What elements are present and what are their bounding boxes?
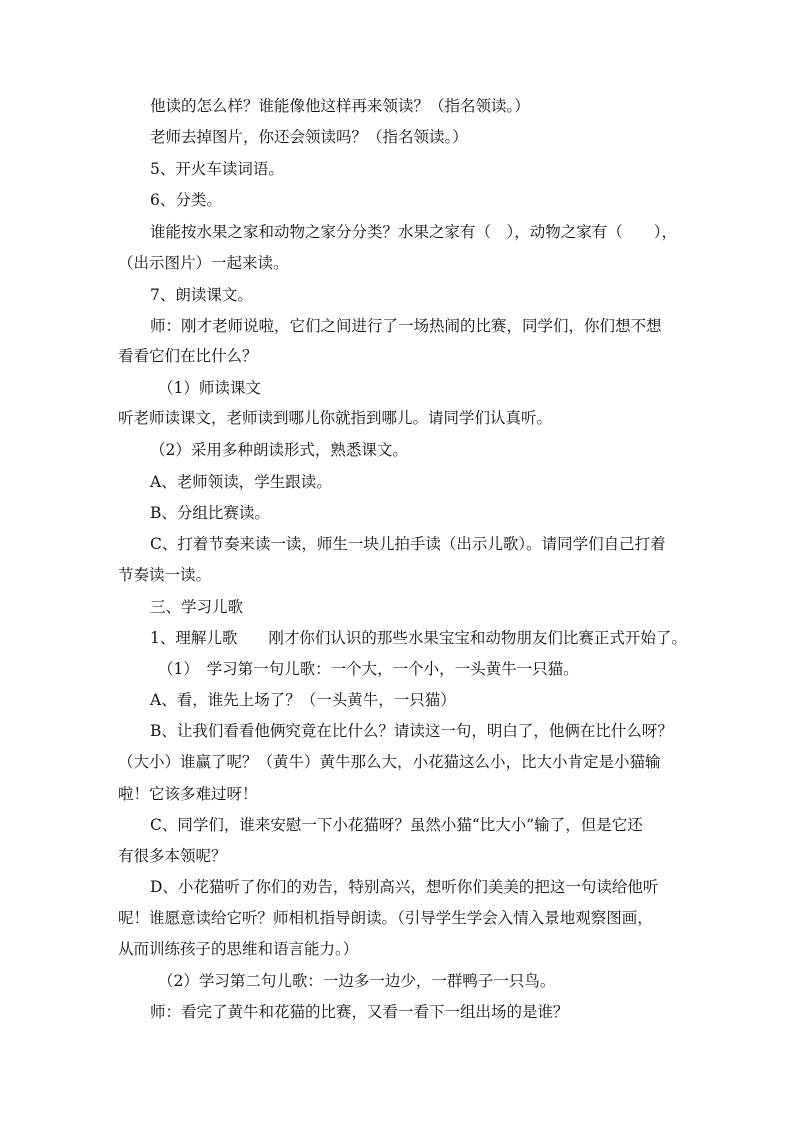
text-line: 师：刚才老师说啦，它们之间进行了一场热闹的比赛，同学们，你们想不想 [150,317,662,335]
text-line: （大小）谁赢了呢？（黄牛）黄牛那么大，小花猫这么小，比大小肯定是小猫输 [118,753,661,771]
text-line: 从而训练孩子的思维和语言能力。） [118,940,359,958]
text-line: 6、分类。 [150,191,222,209]
text-line: B、分组比赛读。 [150,504,270,522]
text-line: A、老师领读，学生跟读。 [150,473,332,491]
text-line: 听老师读课文，老师读到哪儿你就指到哪儿。请同学们认真听。 [118,409,553,427]
text-line: 老师去掉图片，你还会领读吗？（指名领读。） [150,128,468,146]
text-line: （出示图片）一起来读。 [118,254,289,272]
text-line: （1） 学习第一句儿歌：一个大，一个小，一头黄牛一只猫。 [158,660,579,678]
text-line: （1）师读课文 [158,379,261,397]
text-line: D、小花猫听了你们的劝告，特别高兴，想听你们美美的把这一句读给他听 [150,878,659,896]
text-line: C、打着节奏来读一读，师生一块儿拍手读（出示儿歌）。请同学们自己打着 [150,535,666,553]
text-line: C、同学们，谁来安慰一下小花猫呀？虽然小猫“比大小”输了，但是它还 [150,816,643,834]
text-line: 谁能按水果之家和动物之家分分类？水果之家有（ ），动物之家有（ ）， [150,223,678,241]
text-line: B、让我们看看他俩究竟在比什么？请读这一句，明白了，他俩在比什么呀？ [150,722,673,740]
text-line: 5、开火车读词语。 [150,160,284,178]
text-line: 有很多本领呢？ [118,847,227,865]
text-line: 三、学习儿歌 [150,598,244,616]
text-line: （2）采用多种朗读形式，熟悉课文。 [150,441,408,459]
text-line: 他读的怎么样？谁能像他这样再来领读？（指名领读。） [150,97,530,115]
text-line: A、看，谁先上场了？（一头黄牛，一只猫） [150,691,456,709]
text-line: 呢！谁愿意读给它听？师相机指导朗读。（引导学生学会入情入景地观察图画， [118,909,653,927]
text-line: （2）学习第二句儿歌：一边多一边少，一群鸭子一只鸟。 [158,972,556,990]
text-line: 师：看完了黄牛和花猫的比赛，又看一看下一组出场的是谁？ [150,1003,569,1021]
text-line: 啦！它该多难过呀！ [118,785,258,803]
text-line: 7、朗读课文。 [150,286,253,304]
text-line: 看看它们在比什么？ [118,347,258,365]
text-line: 1、理解儿歌 刚才你们认识的那些水果宝宝和动物朋友们比赛正式开始了。 [150,629,687,647]
text-line: 节奏读一读。 [118,566,212,584]
